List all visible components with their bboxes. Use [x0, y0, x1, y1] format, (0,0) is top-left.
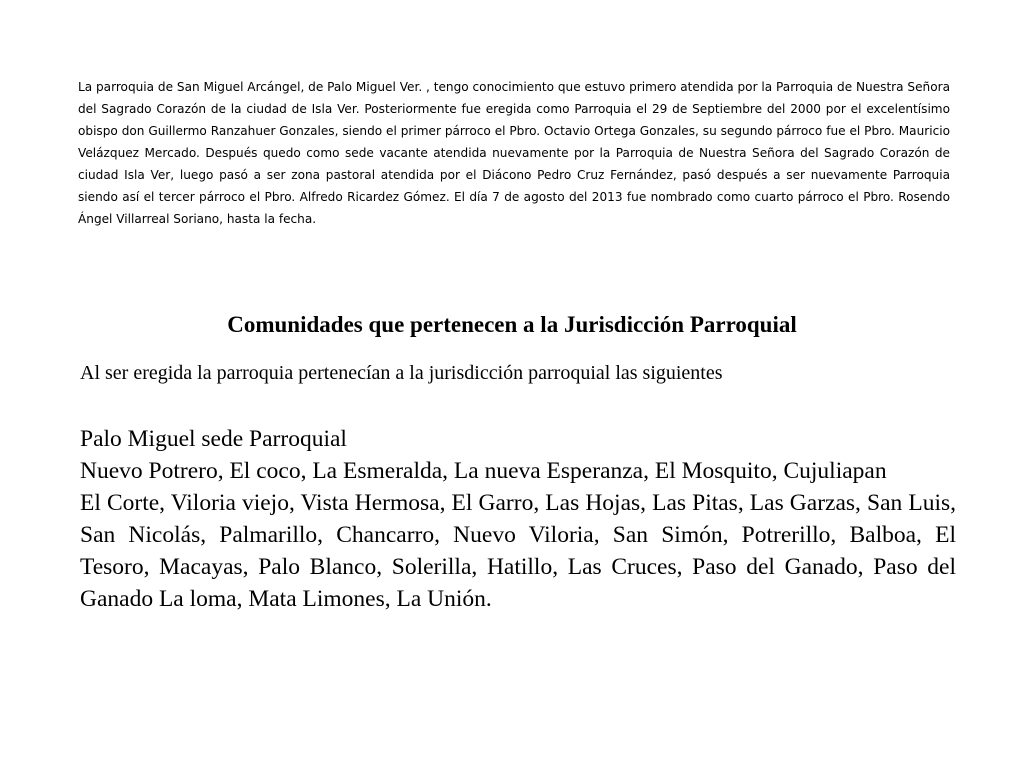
community-group-1: Nuevo Potrero, El coco, La Esmeralda, La nueva Esperanza, El Mosquito, Cujuliapan: [80, 458, 887, 484]
section-subtitle: Al ser eregida la parroquia pertenecían a la jurisdicción parroquial las siguientes: [80, 362, 723, 384]
communities-list: [80, 423, 956, 615]
community-group-2: El Corte, Viloria viejo, Vista Hermosa, El Garro, Las Hojas, Las Pitas, Las Garzas, San Luis, San Nicolás, Palmarillo, Chancarro, Nuevo Viloria, San Simón, Potrerillo, Balboa, El Tesoro, Macayas, Palo Blanco, Solerilla, Hatillo, Las Cruces, Paso del Ganado, Paso del Ganado La loma, Mata Limones, La Unión.: [80, 490, 956, 612]
community-seat: Palo Miguel sede Parroquial: [80, 426, 347, 452]
section-heading: Comunidades que pertenecen a la Jurisdicción Parroquial: [227, 312, 797, 337]
intro-paragraph: La parroquia de San Miguel Arcángel, de Palo Miguel Ver. , tengo conocimiento que estuvo primero atendida por la Parroquia de Nuestra Señora del Sagrado Corazón de la ciudad de Isla Ver. Posteriormente fue eregida como Parroquia el 29 de Septiembre del 2000 por el excelentísimo obispo don Guillermo Ranzahuer Gonzales, siendo el primer párroco el Pbro. Octavio Ortega Gonzales, su segundo párroco fue el Pbro. Mauricio Velázquez Mercado. Después quedo como sede vacante atendida nuevamente por la Parroquia de Nuestra Señora del Sagrado Corazón de ciudad Isla Ver, luego pasó a ser zona pastoral atendida por el Diácono Pedro Cruz Fernández, pasó después a ser nuevamente Parroquia siendo así el tercer párroco el Pbro. Alfredo Ricardez Gómez. El día 7 de agosto del 2013 fue nombrado como cuarto párroco el Pbro. Rosendo Ángel Villarreal Soriano, hasta la fecha.: [78, 80, 950, 226]
